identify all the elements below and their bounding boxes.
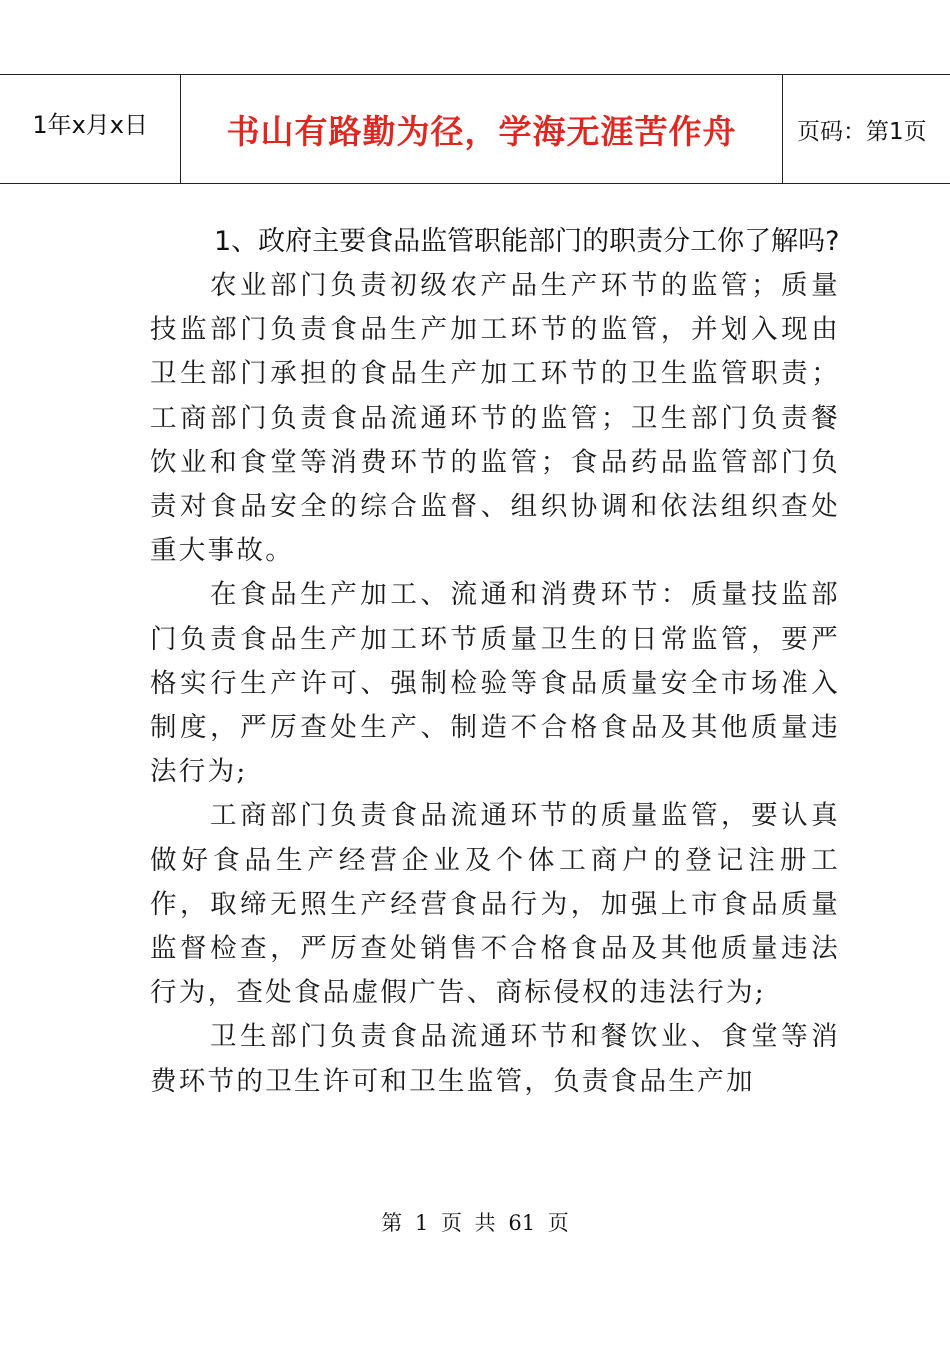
page-footer: 第 1 页 共 61 页 bbox=[381, 1211, 569, 1235]
header-date: 1年x月x日 bbox=[32, 110, 148, 139]
header-page-number: 页码：第1页 bbox=[797, 118, 927, 145]
section-heading: 1、政府主要食品监管职能部门的职责分工你了解吗? bbox=[214, 226, 840, 257]
page-header bbox=[0, 74, 950, 184]
paragraph: 工商部门负责食品流通环节的质量监管，要认真做好食品生产经营企业及个体工商户的登记注册工作，取缔无照生产经营食品行为，加强上市食品质量监督检查，严厉查处销售不合格食品及其他质量违法行为，查处食品虚假广告、商标侵权的违法行为; bbox=[150, 800, 840, 1009]
document-body bbox=[150, 220, 840, 1104]
paragraph: 农业部门负责初级农产品生产环节的监管；质量技监部门负责食品生产加工环节的监管，并划入现由卫生部门承担的食品生产加工环节的卫生监管职责；工商部门负责食品流通环节的监管；卫生部门负责餐饮业和食堂等消费环节的监管；食品药品监管部门负责对食品安全的综合监督、组织协调和依法组织查处重大事故。 bbox=[150, 270, 840, 567]
header-motto: 书山有路勤为径，学海无涯苦作舟 bbox=[180, 75, 783, 183]
paragraph: 卫生部门负责食品流通环节和餐饮业、食堂等消费环节的卫生许可和卫生监管，负责食品生产加 bbox=[150, 1021, 840, 1097]
paragraph: 在食品生产加工、流通和消费环节：质量技监部门负责食品生产加工环节质量卫生的日常监管，要严格实行生产许可、强制检验等食品质量安全市场准入制度，严厉查处生产、制造不合格食品及其他质量违法行为; bbox=[150, 579, 840, 788]
